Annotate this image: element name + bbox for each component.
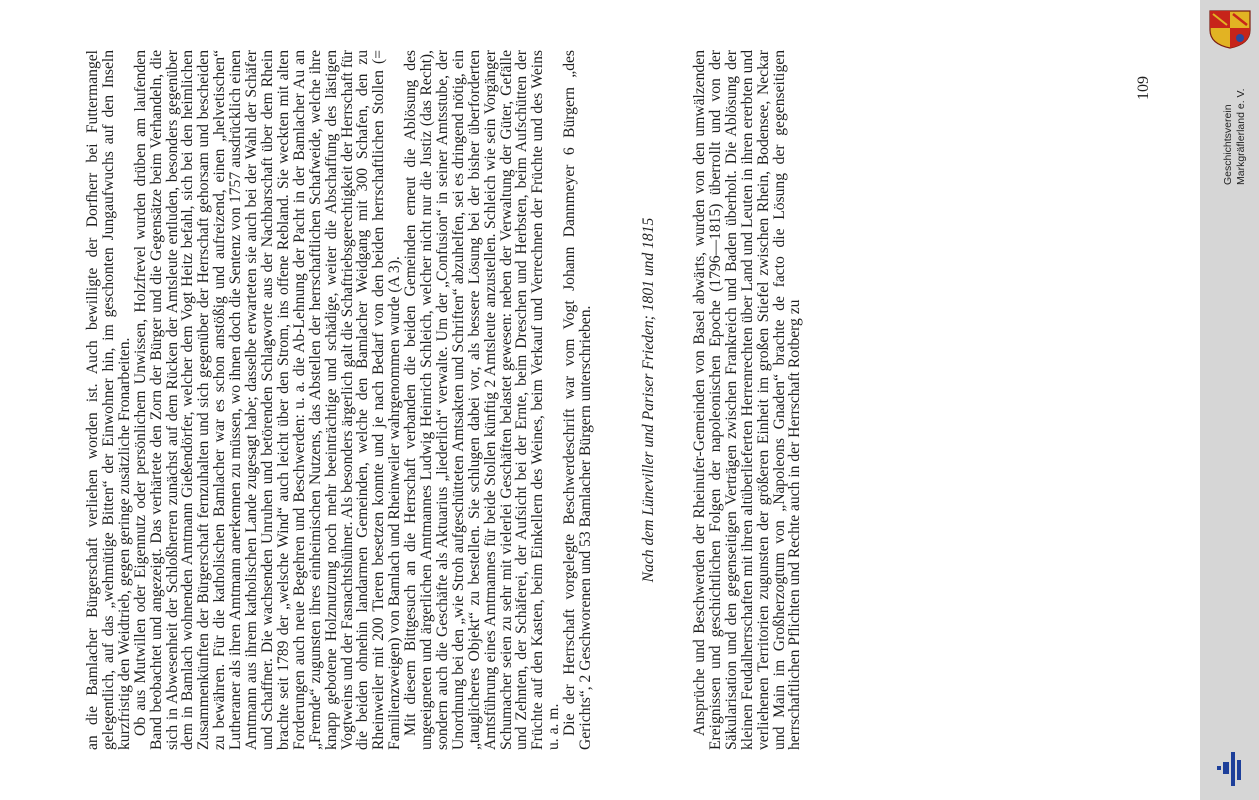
book-page [85,50,1195,750]
university-library-logo-icon [1217,752,1245,786]
page-number: 109 [1135,76,1152,100]
section-body-1 [85,50,594,750]
society-name-line2: Markgräflerland e. V. [1235,88,1247,185]
society-name-line1: Geschichtsverein [1222,104,1234,185]
paragraph: Ob aus Mutwillen oder Eigennutz oder persönlichem Unwissen, Holzfrevel wurden drüben am laufenden Band beobachtet und angezeigt. Das verhärtete den Zorn der Bürger und die Gegensätze beim Verhandeln, die sich in Abwesenheit der Schloßherren zunächst auf dem Rücken der Amtsleute entluden, besonders gegenüber dem in Bamlach wohnenden Amtmann Gießendörfer, welcher dem Vogt Heitz befahl, sich bei den heimlichen Zusammenkünften der Bürgerschaft fernzuhalten und sich gegenüber der Herrschaft gehorsam und bescheiden zu bewähren. Für die katholischen Bamlacher war es schon anstößig und aufreizend, einen „helvetischen“ Lutheraner als ihren Amtmann anerkennen zu müssen, wo ihnen doch die Sentenz von 1757 ausdrücklich einen Amtmann aus ihrem katholischen Lande zugesagt habe; dasselbe erwarteten sie auch bei der Wahl der Schäfer und Schaffner. Die wachsenden Unruhen und betörenden Schlagworte aus der Nachbarschaft über dem Rhein brachte seit 1789 der „welsche Wind“ auch leicht über den Strom, ins offene Rebland. Sie weckten mit alten Forderungen auch neue Begehren und Beschwerden: u. a. die Ab-Lehnung der Pacht in der Bamlacher Au an „Fremde“ zugunsten ihres einheimischen Nutzens, das Abstellen der herrschaftlichen Schafweide, welche ihre knapp gebotene Holznutzung noch mehr beeinträchtige und schädige, weiter die Abschaffung des lästigen Vogtweins und der Fasnachtshühner. Als besonders ärgerlich galt die Schaftriebsgerechtigkeit der Herrschaft für die beiden ohnehin landarmen Gemeinden, welche den Bamlacher Weidgang mit 300 Schafen, den zu Rheinweiler mit 200 Tieren besetzen konnte und je nach Bedarf von den beiden herrschaftlichen Stollen (= Familienzweigen) von Bamlach und Rheinweiler wahrgenommen wurde (A 3). [131,50,404,750]
page-rotated-content [85,50,1195,750]
paragraph: an die Bamlacher Bürgerschaft verliehen worden ist. Auch bewilligte der Dorfherr bei Futtermangel gelegentlich, auf das „wehmütige Bitten“ der Einwohner hin, im geschonten Jungaufwuchs auf den Inseln kurzfristig den Weidtrieb, gegen geringe zusätzliche Fronarbeiten. [84,50,133,750]
paragraph: Ansprüche und Beschwerden der Rheinufer-Gemeinden von Basel abwärts, wurden von den umwälzenden Ereignissen und geschichtlichen Folgen der napoleonischen Epoche (1796—1815) überrollt und von der Säkularisation und den gegenseitigen Verträgen zwischen Frankreich und Baden überholt. Die Ablösung der kleinen Feudalherrschaften mit ihren altüberlieferten Herrenrechten über Land und Leuten in ihren ererbten und verliehenen Territorien zugunsten der größeren Einheit im großen Stiefel zwischen Rhein, Bodensee, Neckar und Main im Großherzogtum von „Napoleons Gnaden“ brachte de facto die Lösung der gegenseitigen herrschaftlichen Pflichten und Rechte auch in der Herrschaft Rotberg zu [691,50,804,750]
paragraph: Mit diesem Bittgesuch an die Herrschaft verbanden die beiden Gemeinden erneut die Ablösung des ungeeigneten und ärgerlichen Amtmannes Ludwig Heinrich Schleich, welcher nicht nur die Justiz (das Recht), sondern auch die Geschäfte als Aktuarius „liederlich“ verwalte. Um der „Confusion“ in seiner Amtsstube, der Unordnung bei den „wie Stroh aufgeschütteten Amtsakten und Schriften“ abzuhelfen, sei es dringend nötig, ein „tauglicheres Objekt“ zu bestellen. Sie schlugen dabei vor, als bessere Lösung bei der bisher überforderten Amtsführung eines Amtmannes für beide Stollen künftig 2 Amtsleute anzustellen. Schleich wie sein Vorgänger Schumacher seien zu sehr mit vielerlei Geschäften belastet gewesen: neben der Verwaltung der Güter, Gefälle und Zehnten, der Schäferei, der Aufsicht bei der Ernte, beim Dreschen und Herbsten, beim Aufschütten der Früchte auf den Kasten, beim Einkellern des Weines, beim Verkauf und Verrechnen der Früchte und des Weins u. a. m. [402,50,563,750]
section-body-2 [692,50,803,750]
page-sheet [85,50,1195,750]
section-heading: Nach dem Lüneviller und Pariser Frieden; 1801 und 1815 [640,217,657,583]
sidebar [1200,0,1259,800]
coat-of-arms-icon [1207,8,1253,50]
paragraph: Die der Herrschaft vorgelegte Beschwerdeschrift war vom Vogt Johann Dannmeyer 6 Bürgern „des Gerichts“, 2 Geschworenen und 53 Bamlacher Bürgern unterschrieben. [561,50,595,750]
